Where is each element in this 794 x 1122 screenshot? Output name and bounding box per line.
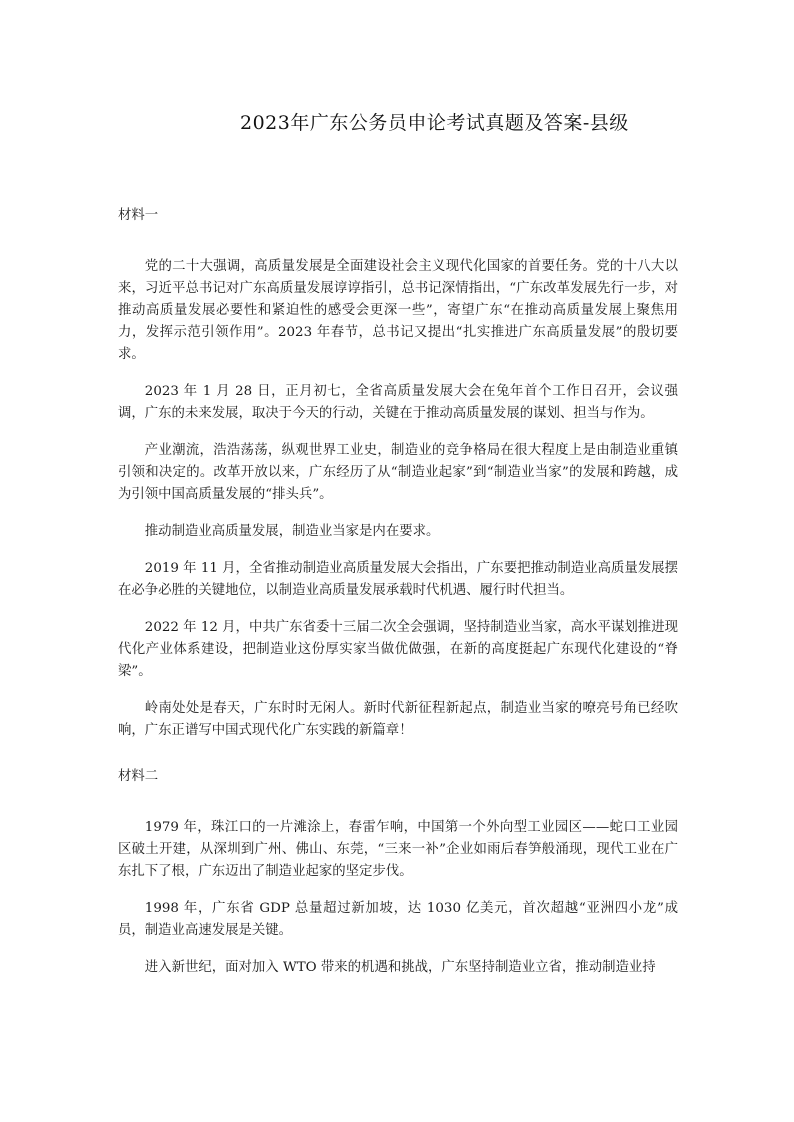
paragraph: 进入新世纪，面对加入 WTO 带来的机遇和挑战，广东坚持制造业立省，推动制造业持 [144, 960, 656, 975]
section-heading-1: 材料一 [118, 208, 159, 223]
paragraph: 1979 年，珠江口的一片滩涂上，春雷乍响，中国第一个外向型工业园区——蛇口工业园区破土开建，从深圳到广州、佛山、东莞，“三来一补”企业如雨后春笋般涌现，现代工业在广东扎下了根，广东迈出了制造业起家的坚定步伐。 [118, 820, 678, 879]
paragraph: 2019 年 11 月，全省推动制造业高质量发展大会指出，广东要把推动制造业高质量发展摆在必争必胜的关键地位，以制造业高质量发展承载时代机遇、履行时代担当。 [118, 561, 678, 598]
paragraph: 2023 年 1 月 28 日，正月初七，全省高质量发展大会在兔年首个工作日召开，会议强调，广东的未来发展，取决于今天的行动，关键在于推动高质量发展的谋划、担当与作为。 [118, 384, 678, 421]
document-body [118, 205, 678, 994]
paragraph: 推动制造业高质量发展，制造业当家是内在要求。 [144, 524, 440, 539]
paragraph: 产业潮流，浩浩荡荡，纵观世界工业史，制造业的竞争格局在很大程度上是由制造业重镇引领和决定的。改革开放以来，广东经历了从“制造业起家”到“制造业当家”的发展和跨越，成为引领中国高质量发展的“排头兵”。 [118, 443, 678, 502]
section-heading-2: 材料二 [118, 769, 159, 784]
paragraph: 2022 年 12 月，中共广东省委十三届二次全会强调，坚持制造业当家，高水平谋划推进现代化产业体系建设，把制造业这份厚实家当做优做强，在新的高度挺起广东现代化建设的“脊梁”。 [118, 620, 678, 679]
paragraph: 1998 年，广东省 GDP 总量超过新加坡，达 1030 亿美元，首次超越“亚洲四小龙”成员，制造业高速发展是关键。 [118, 901, 678, 938]
document-title: 2023年广东公务员申论考试真题及答案-县级 [240, 112, 629, 134]
paragraph: 党的二十大强调，高质量发展是全面建设社会主义现代化国家的首要任务。党的十八大以来，习近平总书记对广东高质量发展谆谆指引，总书记深情指出，“广东改革发展先行一步，对推动高质量发展必要性和紧迫性的感受会更深一些”，寄望广东“在推动高质量发展上聚焦用力，发挥示范引领作用”。2023 年春节，总书记又提出“扎实推进广东高质量发展”的殷切要求。 [118, 259, 678, 362]
paragraph: 岭南处处是春天，广东时时无闲人。新时代新征程新起点，制造业当家的嘹亮号角已经吹响，广东正谱写中国式现代化广东实践的新篇章！ [118, 701, 678, 738]
